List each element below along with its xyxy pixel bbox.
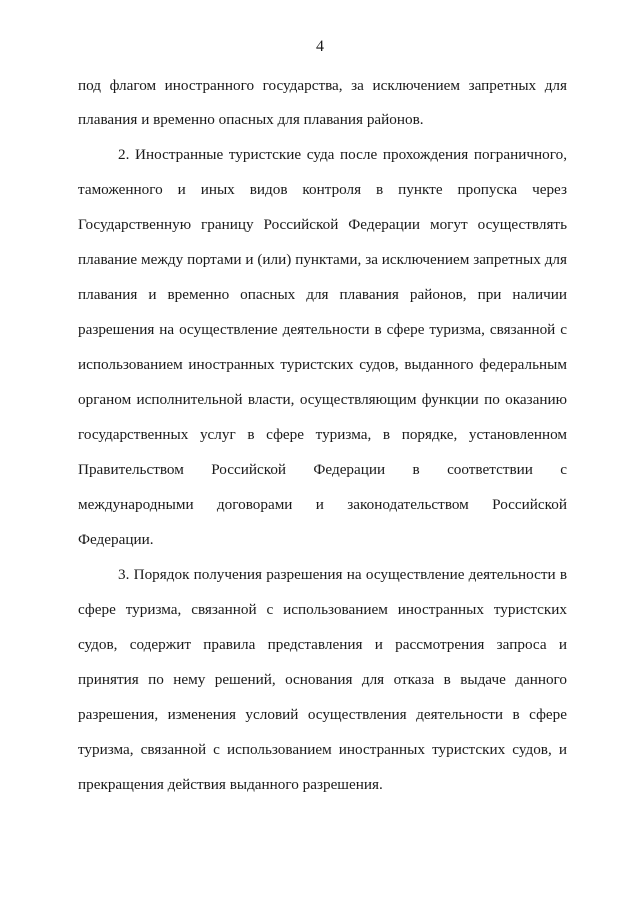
text-line: под флагом иностранного государства, за исключением запретных для: [78, 77, 567, 94]
text-line: таможенного и иных видов контроля в пункте пропуска через: [78, 181, 567, 198]
text-line: принятия по нему решений, основания для отказа в выдаче данного: [78, 671, 567, 688]
text-line: 2. Иностранные туристские суда после прохождения пограничного,: [118, 146, 567, 163]
text-line: плавание между портами и (или) пунктами, за исключением запретных для: [78, 251, 567, 268]
text-line: туризма, связанной с использованием иностранных туристских судов, и: [78, 741, 567, 758]
text-line: государственных услуг в сфере туризма, в порядке, установленном: [78, 426, 567, 443]
text-line: Федерации.: [78, 531, 154, 548]
text-line: сфере туризма, связанной с использованием иностранных туристских: [78, 601, 567, 618]
text-line: разрешения, изменения условий осуществления деятельности в сфере: [78, 706, 567, 723]
text-line: прекращения действия выданного разрешения.: [78, 776, 383, 793]
text-line: использованием иностранных туристских судов, выданного федеральным: [78, 356, 567, 373]
text-line: 3. Порядок получения разрешения на осуществление деятельности в: [118, 566, 567, 583]
text-line: судов, содержит правила представления и рассмотрения запроса и: [78, 636, 567, 653]
text-line: органом исполнительной власти, осуществляющим функции по оказанию: [78, 391, 567, 408]
text-line: Правительством Российской Федерации в соответствии с: [78, 461, 567, 478]
text-line: плавания и временно опасных для плавания районов.: [78, 111, 424, 128]
text-line: международными договорами и законодательством Российской: [78, 496, 567, 513]
text-line: Государственную границу Российской Федерации могут осуществлять: [78, 216, 567, 233]
page-number: 4: [316, 38, 324, 55]
text-line: разрешения на осуществление деятельности в сфере туризма, связанной с: [78, 321, 567, 338]
text-line: плавания и временно опасных для плавания районов, при наличии: [78, 286, 567, 303]
